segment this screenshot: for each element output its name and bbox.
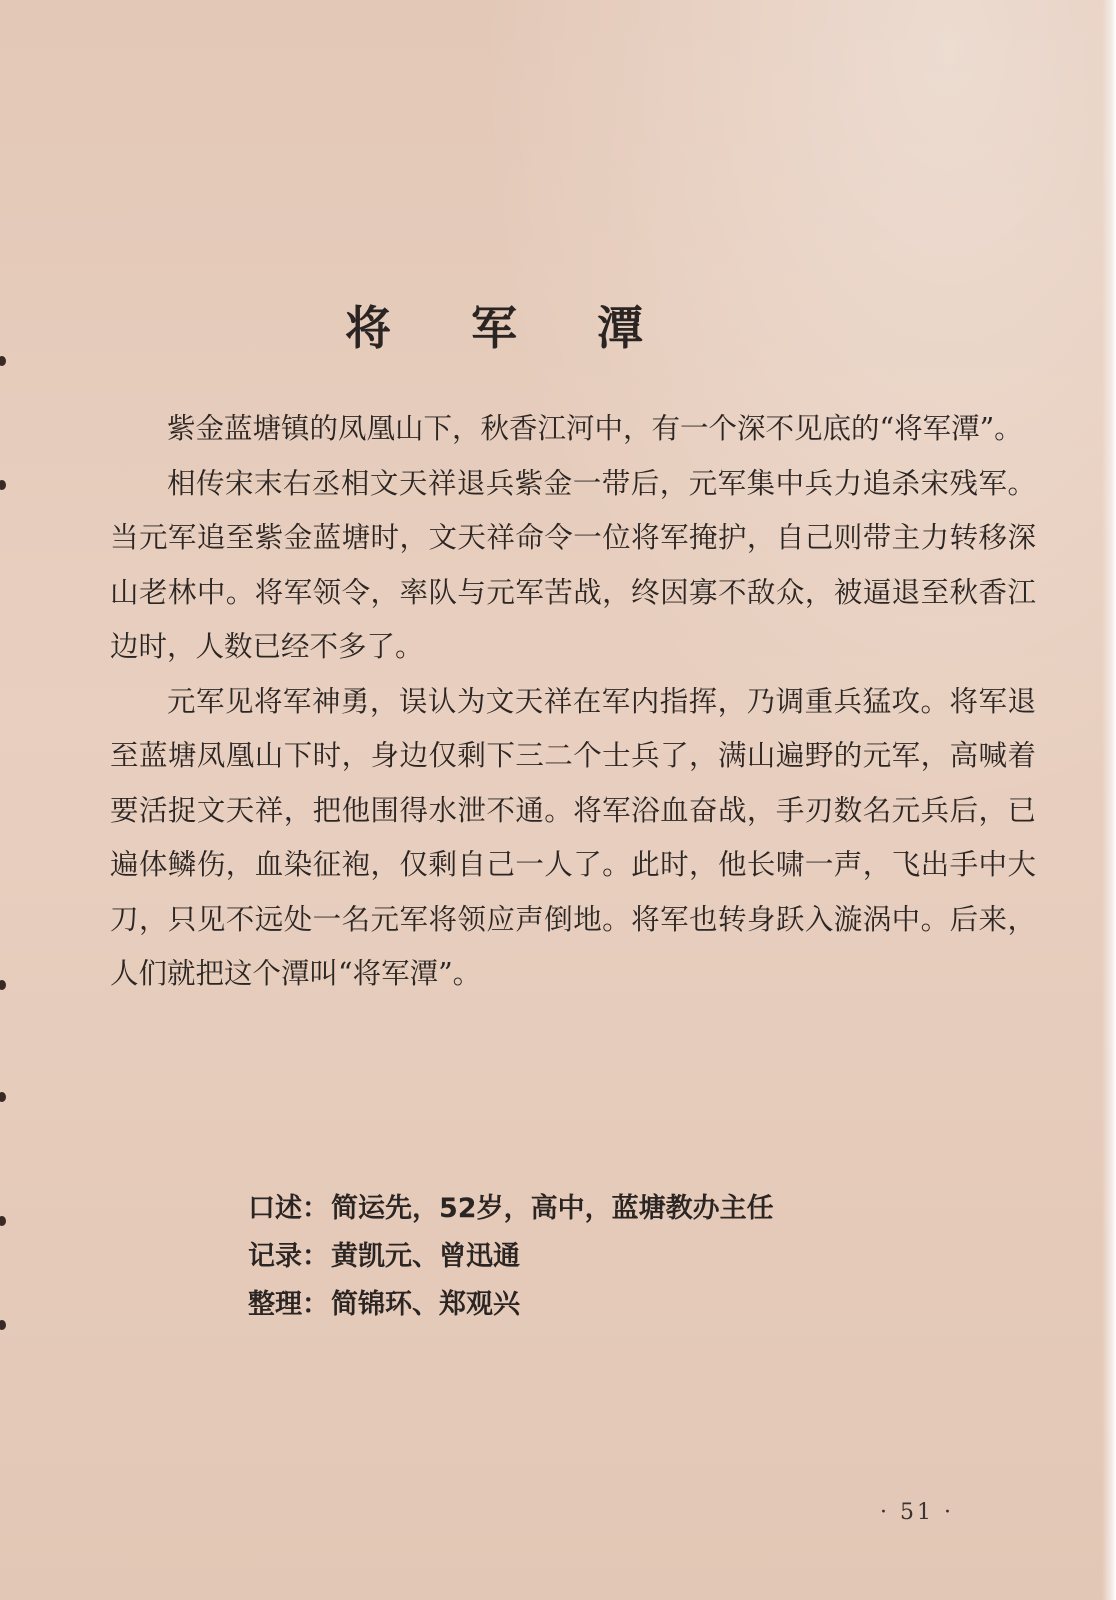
credit-value: 简运先，52岁，高中，蓝塘教办主任 [331, 1193, 774, 1224]
credits-block [248, 1185, 774, 1329]
credit-value: 简锦环、郑观兴 [331, 1289, 520, 1320]
binding-hole [0, 980, 6, 990]
credit-narrator [248, 1185, 774, 1233]
credit-label: 记录： [248, 1241, 329, 1272]
credit-label: 口述： [248, 1193, 329, 1224]
binding-hole [0, 1216, 6, 1226]
binding-hole [0, 1320, 6, 1330]
paragraph: 相传宋末右丞相文天祥退兵紫金一带后，元军集中兵力追杀宋残军。当元军追至紫金蓝塘时，文天祥命令一位将军掩护，自己则带主力转移深山老林中。将军领令，率队与元军苦战，终因寡不敌众，被逼退至秋香江边时，人数已经不多了。 [110, 466, 1036, 663]
page-edge [1102, 0, 1116, 1600]
page-title: 将 军 潭 [344, 301, 676, 355]
binding-hole [0, 480, 6, 490]
page-number: · 51 · [880, 1500, 954, 1525]
credit-recorder [248, 1233, 774, 1281]
credit-value: 黄凯元、曾迅通 [331, 1241, 520, 1272]
binding-hole [0, 1092, 6, 1102]
story-body [110, 402, 1036, 1002]
credit-label: 整理： [248, 1289, 329, 1320]
paragraph: 紫金蓝塘镇的凤凰山下，秋香江河中，有一个深不见底的“将军潭”。 [167, 412, 1023, 445]
credit-editor [248, 1281, 774, 1329]
paragraph: 元军见将军神勇，误认为文天祥在军内指挥，乃调重兵猛攻。将军退至蓝塘凤凰山下时，身边仅剩下三二个士兵了，满山遍野的元军，高喊着要活捉文天祥，把他围得水泄不通。将军浴血奋战，手刃数名元兵后，已遍体鳞伤，血染征袍，仅剩自己一人了。此时，他长啸一声，飞出手中大刀，只见不远处一名元军将领应声倒地。将军也转身跃入漩涡中。后来，人们就把这个潭叫“将军潭”。 [110, 684, 1036, 990]
